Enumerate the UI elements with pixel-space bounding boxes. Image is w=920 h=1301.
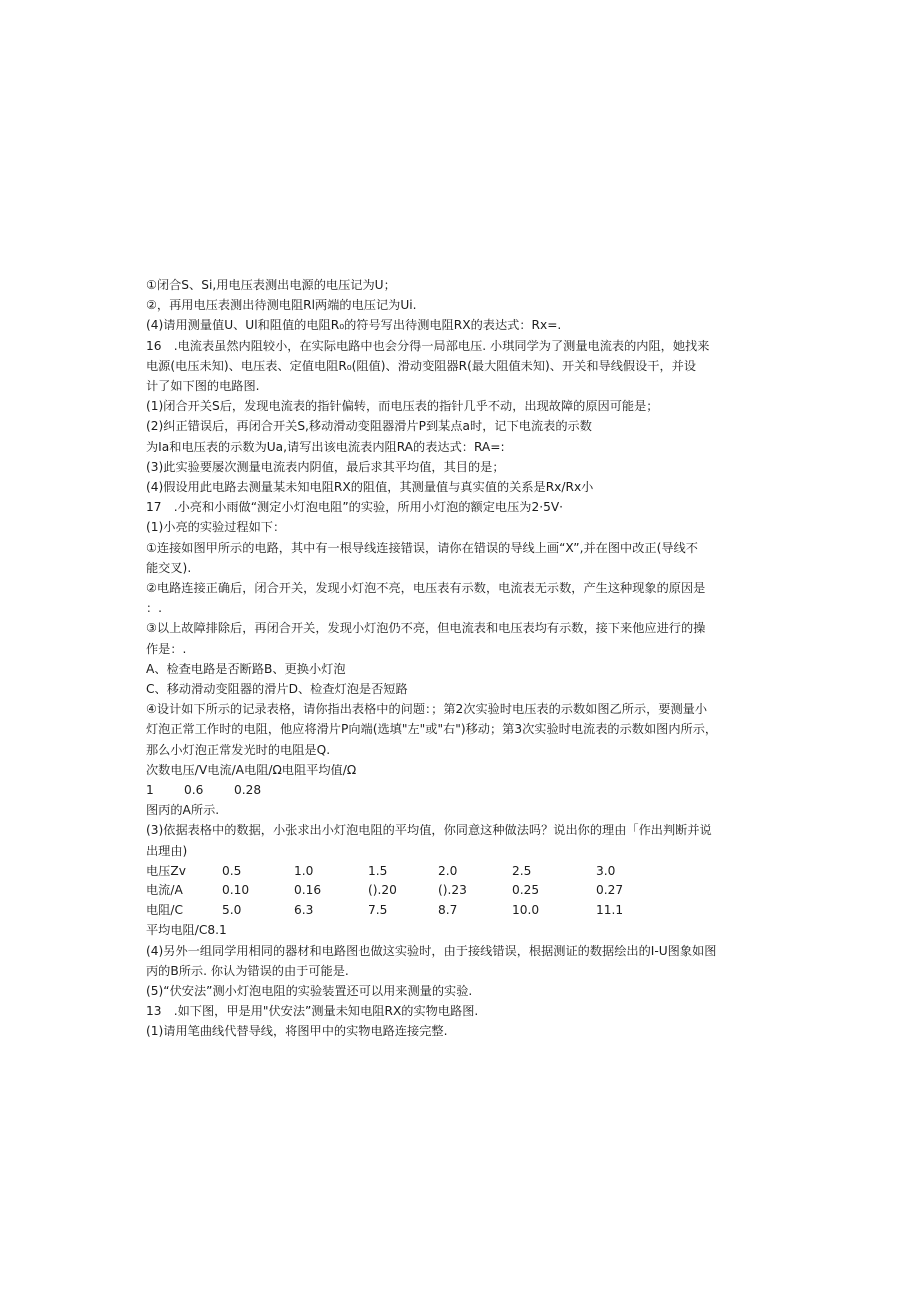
question-13-heading: 13 .如下图，甲是用"伏安法”测量未知电阻RX的实物电路图. xyxy=(146,1004,479,1019)
text-line: 平均电阻/C8.1 xyxy=(146,923,227,938)
question-17-heading: 17 .小亮和小雨做“测定小灯泡电阻”的实验，所用小灯泡的额定电压为2·5V· xyxy=(146,500,564,515)
text-line: (3)依据表格中的数据，小张求出小灯泡电阻的平均值，你同意这种做法吗？说出你的理由「作出判断并说 xyxy=(146,823,712,838)
table-cell: 电压Zv xyxy=(146,863,186,878)
text-line: ②，再用电压表测出待测电阻Rl两端的电压记为Ui. xyxy=(146,298,417,313)
document-body xyxy=(146,275,776,1042)
text-line: 丙的B所示. 你认为错误的由于可能是. xyxy=(146,963,349,978)
record-cell: 0.6 xyxy=(184,783,204,798)
text-line: 能交叉). xyxy=(146,560,192,575)
text-line: (2)纠正错误后，再闭合开关S,移动滑动变阻器滑片P到某点a时，记下电流表的示数 xyxy=(146,419,592,434)
text-line: ③以上故障排除后，再闭合开关，发现小灯泡仍不亮，但电流表和电压表均有示数，接下来他应进行的操 xyxy=(146,621,706,636)
text-line: ①连接如图甲所示的电路，其中有一根导线连接错误，请你在错误的导线上画“X”,并在图中改正(导线不 xyxy=(146,540,698,555)
table-cell: 电流/A xyxy=(146,883,183,898)
table-cell: 电阻/C xyxy=(146,902,183,917)
table-cell: 8.7 xyxy=(438,902,458,917)
table-row xyxy=(146,901,776,921)
text-line: ：. xyxy=(146,601,163,616)
text-line: (4)假设用此电路去测量某未知电阻RX的阻值，其测量值与真实值的关系是Rx/Rx小 xyxy=(146,480,594,495)
choice-line: A、检查电路是否断路B、更换小灯泡 xyxy=(146,661,346,676)
table-cell: 3.0 xyxy=(596,863,616,878)
table-cell: 1.5 xyxy=(368,863,388,878)
text-line: ④设计如下所示的记录表格，请你指出表格中的问题：；第2次实验时电压表的示数如图乙所示，要测量小 xyxy=(146,702,708,717)
text-line: 灯泡正常工作时的电阻，他应将滑片P向端(选填"左"或"右")移动；第3次实验时电流表的示数如图内所示， xyxy=(146,722,718,737)
text-line: (4)请用测量值U、Ul和阻值的电阻R₀的符号写出待测电阻RX的表达式：Rx=. xyxy=(146,318,562,333)
text-line: 图丙的A所示. xyxy=(146,803,220,818)
text-line: 作是：. xyxy=(146,641,187,656)
table-cell: 2.0 xyxy=(438,863,458,878)
text-line: (4)另外一组同学用相同的器材和电路图也做这实验时，由于接线错误，根据测证的数据绘出的I-U图象如图 xyxy=(146,943,717,958)
table-cell: 0.10 xyxy=(222,883,250,898)
table-cell: 2.5 xyxy=(512,863,532,878)
table-cell: 7.5 xyxy=(368,902,388,917)
text-line: (5)“伏安法”测小灯泡电阻的实验装置还可以用来测量的实验. xyxy=(146,984,473,998)
table-cell: 0.25 xyxy=(512,883,540,898)
text-line: (1)闭合开关S后，发现电流表的指针偏转，而电压表的指针几乎不动，出现故障的原因可能是； xyxy=(146,399,659,414)
text-line: 计了如下图的电路图. xyxy=(146,379,260,394)
question-16-heading: 16 .电流表虽然内阻较小，在实际电路中也会分得一局部电压. 小琪同学为了测量电流表的内阻，她找来 xyxy=(146,338,710,353)
table-cell: 5.0 xyxy=(222,902,242,917)
record-cell: 0.28 xyxy=(234,783,262,798)
text-line: (1)小亮的实验过程如下： xyxy=(146,520,286,535)
table-row xyxy=(146,862,776,882)
table-cell: ().23 xyxy=(438,883,467,898)
table-cell: ().20 xyxy=(368,883,397,898)
text-line: ①闭合S、Si,用电压表测出电源的电压记为U； xyxy=(146,278,396,292)
table-cell: 1.0 xyxy=(294,863,314,878)
text-line: (1)请用笔曲线代替导线，将图甲中的实物电路连接完整. xyxy=(146,1024,448,1039)
table-cell: 6.3 xyxy=(294,902,314,917)
record-table-row xyxy=(146,780,776,800)
table-row xyxy=(146,881,776,901)
table-cell: 11.1 xyxy=(596,902,624,917)
choice-line: C、移动滑动变阻器的滑片D、检查灯泡是否短路 xyxy=(146,682,408,697)
text-line: ②电路连接正确后，闭合开关，发现小灯泡不亮，电压表有示数，电流表无示数，产生这种现象的原因是 xyxy=(146,581,706,596)
table-cell: 0.5 xyxy=(222,863,242,878)
text-line: 那么小灯泡正常发光时的电阻是Q. xyxy=(146,742,331,757)
table-cell: 0.16 xyxy=(294,883,322,898)
table-cell: 0.27 xyxy=(596,883,624,898)
table-cell: 10.0 xyxy=(512,902,540,917)
record-table-header: 次数电压/V电流/A电阻/Ω电阻平均值/Ω xyxy=(146,762,357,777)
text-line: 为Ia和电压表的示数为Ua,请写出该电流表内阻RA的表达式：RA=: xyxy=(146,439,505,454)
record-cell: 1 xyxy=(146,783,154,798)
data-table xyxy=(146,862,776,921)
text-line: 出理由) xyxy=(146,843,188,858)
text-line: (3)此实验要屡次测量电流表内阴值，最后求其平均值，其目的是； xyxy=(146,459,505,474)
text-line: 电源(电压未知)、电压表、定值电阻R₀(阻值)、滑动变阻器R(最大阻值未知)、开关和导线假设干，并设 xyxy=(146,358,697,373)
